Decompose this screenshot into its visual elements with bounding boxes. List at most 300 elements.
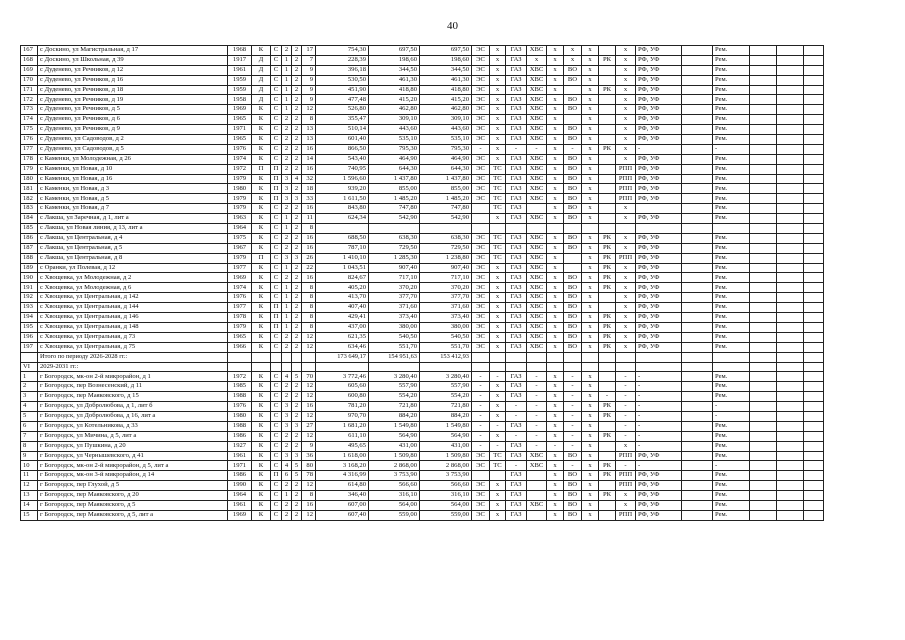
table-cell — [804, 392, 824, 402]
table-cell: 526,80 — [316, 105, 369, 115]
table-cell: х — [582, 65, 599, 75]
table-cell — [804, 125, 824, 135]
table-cell: ХВС — [527, 75, 547, 85]
table-cell: 36 — [302, 451, 316, 461]
table-cell: РПП — [616, 481, 636, 491]
table-cell: г Богородск, пер Маяковского, д 15 — [38, 392, 228, 402]
table-cell: К — [252, 392, 271, 402]
table-cell — [804, 46, 824, 56]
table-cell: 2 — [282, 125, 292, 135]
table-cell: х — [547, 332, 564, 342]
table-cell — [506, 362, 527, 372]
table-cell: 855,00 — [369, 184, 420, 194]
table-cell: С — [271, 135, 282, 145]
table-cell: ГАЗ — [506, 135, 527, 145]
table-body — [21, 46, 824, 521]
table-cell — [564, 362, 582, 372]
table-cell: 607,00 — [316, 500, 369, 510]
table-cell: 1959 — [228, 85, 252, 95]
table-cell: РФ, УФ — [636, 303, 682, 313]
table-cell: 611,10 — [316, 431, 369, 441]
table-cell: х — [616, 243, 636, 253]
table-row — [21, 402, 824, 412]
table-cell: ЭС — [472, 332, 490, 342]
table-cell: 8 — [21, 441, 38, 451]
table-cell: 1 — [282, 303, 292, 313]
table-cell: х — [490, 411, 506, 421]
table-cell: 26 — [302, 253, 316, 263]
table-cell: ГАЗ — [506, 184, 527, 194]
table-cell: 1 485,20 — [420, 194, 472, 204]
table-cell: 5 — [292, 372, 302, 382]
table-cell: х — [616, 441, 636, 451]
table-cell: х — [490, 382, 506, 392]
table-cell: - — [472, 372, 490, 382]
table-cell: 16 — [302, 164, 316, 174]
table-cell — [804, 471, 824, 481]
table-cell — [682, 362, 713, 372]
table-cell: ЭС — [472, 184, 490, 194]
table-cell: - — [472, 382, 490, 392]
table-cell: ГАЗ — [506, 214, 527, 224]
table-cell: К — [252, 342, 271, 352]
table-cell: 9 — [302, 65, 316, 75]
table-cell: ЭС — [472, 253, 490, 263]
table-cell — [777, 352, 804, 362]
table-cell — [302, 352, 316, 362]
table-cell: ТС — [490, 233, 506, 243]
table-cell: 188 — [21, 253, 38, 263]
table-cell — [682, 303, 713, 313]
table-cell: РК — [599, 273, 616, 283]
table-cell: С — [271, 214, 282, 224]
table-cell: 2 — [292, 85, 302, 95]
table-cell: К — [252, 421, 271, 431]
table-cell: РК — [599, 263, 616, 273]
table-cell: 2 — [282, 204, 292, 214]
table-cell: х — [582, 313, 599, 323]
table-cell — [282, 352, 292, 362]
table-cell — [777, 204, 804, 214]
table-cell: 1988 — [228, 421, 252, 431]
table-cell: 344,50 — [420, 65, 472, 75]
table-cell — [750, 352, 777, 362]
table-cell: С — [271, 253, 282, 263]
table-cell: 1 — [282, 75, 292, 85]
table-cell — [682, 491, 713, 501]
table-cell: 1 485,20 — [369, 194, 420, 204]
table-cell: 16 — [302, 273, 316, 283]
table-cell: х — [490, 154, 506, 164]
page-number: 40 — [447, 20, 458, 32]
table-cell — [750, 65, 777, 75]
table-cell: РК — [599, 243, 616, 253]
table-cell: х — [547, 402, 564, 412]
table-cell: 1965 — [228, 135, 252, 145]
table-cell: Рем. — [713, 491, 750, 501]
table-cell — [777, 372, 804, 382]
table-cell — [750, 273, 777, 283]
table-cell: 17 — [302, 46, 316, 56]
table-cell: 884,20 — [369, 411, 420, 421]
table-cell: 70 — [302, 372, 316, 382]
table-cell: С — [271, 55, 282, 65]
table-cell — [599, 293, 616, 303]
table-cell — [472, 471, 490, 481]
table-cell: ГАЗ — [506, 194, 527, 204]
table-cell: 1986 — [228, 431, 252, 441]
table-cell: 2 — [282, 441, 292, 451]
table-cell: - — [636, 431, 682, 441]
table-cell: ВО — [564, 65, 582, 75]
table-cell — [777, 164, 804, 174]
table-cell: г Богородск, ул Чернышевского, д 41 — [38, 451, 228, 461]
table-cell — [804, 283, 824, 293]
table-cell: РФ, УФ — [636, 46, 682, 56]
table-cell: 462,80 — [420, 105, 472, 115]
table-cell — [804, 233, 824, 243]
table-cell: 1 — [282, 105, 292, 115]
table-cell: х — [490, 214, 506, 224]
table-cell — [804, 491, 824, 501]
table-cell: х — [547, 382, 564, 392]
table-cell: 3 — [292, 194, 302, 204]
table-cell: 32 — [302, 174, 316, 184]
table-cell — [682, 164, 713, 174]
table-cell: 16 — [302, 144, 316, 154]
table-cell: 173 — [21, 105, 38, 115]
table-cell: ХВС — [527, 95, 547, 105]
table-cell: 2029-2031 гг.: — [38, 362, 228, 372]
table-cell — [682, 115, 713, 125]
table-cell: 174 — [21, 115, 38, 125]
table-cell — [682, 95, 713, 105]
table-cell: 907,40 — [369, 263, 420, 273]
table-cell: 184 — [21, 214, 38, 224]
table-row — [21, 253, 824, 263]
table-cell: 3 168,20 — [316, 461, 369, 471]
table-cell: ХВС — [527, 461, 547, 471]
table-cell: 2 — [292, 411, 302, 421]
table-cell: 169 — [21, 65, 38, 75]
table-cell: Рем. — [713, 382, 750, 392]
table-cell: 462,80 — [369, 105, 420, 115]
table-cell — [777, 441, 804, 451]
table-cell: - — [527, 421, 547, 431]
table-cell: 373,40 — [420, 313, 472, 323]
table-cell: РК — [599, 313, 616, 323]
table-cell: х — [490, 481, 506, 491]
table-cell — [599, 224, 616, 234]
table-cell: ГАЗ — [506, 313, 527, 323]
table-cell: х — [490, 283, 506, 293]
table-cell — [804, 461, 824, 471]
table-cell: ХВС — [527, 451, 547, 461]
table-cell: - — [636, 411, 682, 421]
table-cell: 1972 — [228, 372, 252, 382]
table-cell — [228, 362, 252, 372]
table-cell: 2 — [282, 332, 292, 342]
table-cell: - — [506, 411, 527, 421]
table-cell — [804, 65, 824, 75]
table-cell — [599, 65, 616, 75]
table-cell: 12 — [302, 510, 316, 520]
table-cell: х — [616, 154, 636, 164]
table-cell — [777, 273, 804, 283]
table-cell: ЭС — [472, 95, 490, 105]
table-cell: ГАЗ — [506, 510, 527, 520]
table-cell: 866,50 — [316, 144, 369, 154]
table-cell: х — [582, 451, 599, 461]
table-cell: ЭС — [472, 293, 490, 303]
table-cell — [777, 55, 804, 65]
table-cell: с Хвощевка, ул Центральная, д 73 — [38, 332, 228, 342]
table-cell: с Каменки, ул Новая, д 3 — [38, 184, 228, 194]
table-cell — [804, 75, 824, 85]
table-cell: 8 — [302, 224, 316, 234]
table-cell: 1977 — [228, 303, 252, 313]
table-cell: 564,00 — [369, 500, 420, 510]
table-cell: ВО — [564, 184, 582, 194]
table-cell: х — [547, 55, 564, 65]
table-cell — [777, 392, 804, 402]
table-cell: ХВС — [527, 332, 547, 342]
table-cell: 185 — [21, 224, 38, 234]
table-row — [21, 461, 824, 471]
table-cell: 3 280,40 — [420, 372, 472, 382]
table-cell — [599, 382, 616, 392]
table-cell: г Богородск, пер Глухой, д 5 — [38, 481, 228, 491]
table-cell: Рем. — [713, 283, 750, 293]
table-cell — [750, 332, 777, 342]
table-cell: ЭС — [472, 164, 490, 174]
table-cell: 729,50 — [369, 243, 420, 253]
table-cell: РФ, УФ — [636, 194, 682, 204]
table-cell: 697,50 — [420, 46, 472, 56]
table-cell: ЭС — [472, 105, 490, 115]
table-cell — [252, 352, 271, 362]
table-cell: х — [582, 115, 599, 125]
table-cell: х — [616, 303, 636, 313]
table-cell — [682, 194, 713, 204]
table-cell: 189 — [21, 263, 38, 273]
table-cell — [599, 372, 616, 382]
table-cell: РПП — [616, 471, 636, 481]
table-cell: х — [582, 411, 599, 421]
table-cell: ХВС — [527, 263, 547, 273]
table-cell: С — [271, 115, 282, 125]
table-cell — [750, 233, 777, 243]
table-row — [21, 352, 824, 362]
table-cell: ГАЗ — [506, 471, 527, 481]
table-cell: 1985 — [228, 382, 252, 392]
table-cell — [472, 362, 490, 372]
table-cell — [777, 184, 804, 194]
table-cell: ВО — [564, 194, 582, 204]
table-cell: 2 — [292, 154, 302, 164]
table-cell: П — [271, 313, 282, 323]
table-cell: 22 — [302, 263, 316, 273]
table-cell: 1969 — [228, 273, 252, 283]
table-cell: РФ, УФ — [636, 174, 682, 184]
table-cell: Рем. — [713, 214, 750, 224]
table-cell: Рем. — [713, 253, 750, 263]
table-cell: ТС — [490, 174, 506, 184]
table-cell: 2 — [292, 491, 302, 501]
table-cell: х — [582, 105, 599, 115]
table-cell: - — [564, 382, 582, 392]
table-cell: К — [252, 154, 271, 164]
table-cell: ЭС — [472, 283, 490, 293]
table-cell — [599, 362, 616, 372]
table-cell: П — [271, 322, 282, 332]
table-cell: РФ, УФ — [636, 135, 682, 145]
table-cell: Рем. — [713, 194, 750, 204]
table-cell — [599, 441, 616, 451]
table-cell: х — [582, 204, 599, 214]
table-cell: 15 — [21, 510, 38, 520]
table-cell: ТС — [490, 243, 506, 253]
table-cell: 1975 — [228, 233, 252, 243]
table-cell: х — [582, 125, 599, 135]
table-cell: К — [252, 184, 271, 194]
table-cell: Рем. — [713, 441, 750, 451]
table-cell: ВО — [564, 293, 582, 303]
table-cell: х — [616, 85, 636, 95]
table-cell: 4 — [21, 402, 38, 412]
table-cell: 443,60 — [369, 125, 420, 135]
table-cell — [564, 224, 582, 234]
table-cell — [682, 233, 713, 243]
table-cell: ХВС — [527, 303, 547, 313]
table-cell: 3 — [282, 174, 292, 184]
table-cell: 346,40 — [316, 491, 369, 501]
table-cell: 2 — [292, 95, 302, 105]
table-cell: х — [582, 342, 599, 352]
table-cell: 510,14 — [316, 125, 369, 135]
table-cell — [564, 352, 582, 362]
table-cell: ВО — [564, 342, 582, 352]
table-cell: 8 — [302, 115, 316, 125]
table-cell — [616, 362, 636, 372]
table-cell: РПП — [616, 174, 636, 184]
table-cell — [713, 224, 750, 234]
table-cell: 16 — [302, 233, 316, 243]
table-cell: 9 — [21, 451, 38, 461]
table-cell: ЭС — [472, 115, 490, 125]
table-cell: 1 — [282, 263, 292, 273]
table-cell: с Хвощевка, ул Центральная, д 75 — [38, 342, 228, 352]
table-cell: х — [582, 481, 599, 491]
table-cell: 717,10 — [369, 273, 420, 283]
table-cell — [804, 263, 824, 273]
table-cell: 2 — [292, 322, 302, 332]
table-cell — [682, 263, 713, 273]
table-cell — [682, 481, 713, 491]
table-cell: Рем. — [713, 233, 750, 243]
table-cell: х — [616, 46, 636, 56]
table-cell: х — [582, 154, 599, 164]
table-cell: 2 — [292, 135, 302, 145]
table-row — [21, 144, 824, 154]
table-cell: 1 — [282, 293, 292, 303]
table-cell — [750, 461, 777, 471]
table-cell: С — [271, 293, 282, 303]
table-row — [21, 500, 824, 510]
table-cell — [777, 154, 804, 164]
table-cell — [682, 402, 713, 412]
table-cell: х — [582, 500, 599, 510]
table-cell: х — [582, 194, 599, 204]
table-cell: ВО — [564, 174, 582, 184]
table-cell: Рем. — [713, 451, 750, 461]
table-cell — [682, 313, 713, 323]
table-cell — [804, 421, 824, 431]
table-cell — [682, 283, 713, 293]
table-cell: с Доскино, ул Магистральная, д 17 — [38, 46, 228, 56]
table-cell: х — [582, 471, 599, 481]
table-cell: - — [599, 392, 616, 402]
table-cell: 2 — [282, 500, 292, 510]
table-cell: 3 — [282, 421, 292, 431]
table-cell: 970,70 — [316, 411, 369, 421]
table-cell: с Каменки, ул Новая, д 5 — [38, 194, 228, 204]
table-cell: 380,00 — [420, 322, 472, 332]
table-cell: 3 753,90 — [420, 471, 472, 481]
table-cell: 461,30 — [369, 75, 420, 85]
table-cell: х — [582, 144, 599, 154]
table-cell: ЭС — [472, 313, 490, 323]
table-cell: 198,60 — [369, 55, 420, 65]
table-cell: К — [252, 293, 271, 303]
table-cell: 2 — [282, 431, 292, 441]
table-cell: х — [616, 293, 636, 303]
table-cell — [490, 362, 506, 372]
table-cell: 884,20 — [420, 411, 472, 421]
table-cell: 196 — [21, 332, 38, 342]
table-cell: РПП — [616, 253, 636, 263]
table-cell — [682, 55, 713, 65]
table-cell: 9 — [302, 95, 316, 105]
table-cell — [777, 431, 804, 441]
table-cell: К — [252, 500, 271, 510]
table-row — [21, 342, 824, 352]
table-cell: - — [527, 392, 547, 402]
table-cell: Рем. — [713, 204, 750, 214]
table-cell — [777, 471, 804, 481]
table-cell: х — [490, 342, 506, 352]
table-cell: ЭС — [472, 154, 490, 164]
table-cell: 1976 — [228, 293, 252, 303]
table-cell: РФ, УФ — [636, 451, 682, 461]
table-cell: 177 — [21, 144, 38, 154]
table-cell: РК — [599, 233, 616, 243]
table-cell: 638,30 — [369, 233, 420, 243]
table-cell — [804, 85, 824, 95]
table-cell: 12 — [21, 481, 38, 491]
table-cell — [527, 362, 547, 372]
table-cell: С — [271, 342, 282, 352]
table-row — [21, 392, 824, 402]
table-cell: С — [271, 461, 282, 471]
table-cell: 564,90 — [369, 431, 420, 441]
table-row — [21, 283, 824, 293]
table-cell — [750, 362, 777, 372]
table-cell: 78 — [302, 471, 316, 481]
table-cell: 2 — [282, 164, 292, 174]
table-cell: ВО — [564, 243, 582, 253]
table-row — [21, 105, 824, 115]
